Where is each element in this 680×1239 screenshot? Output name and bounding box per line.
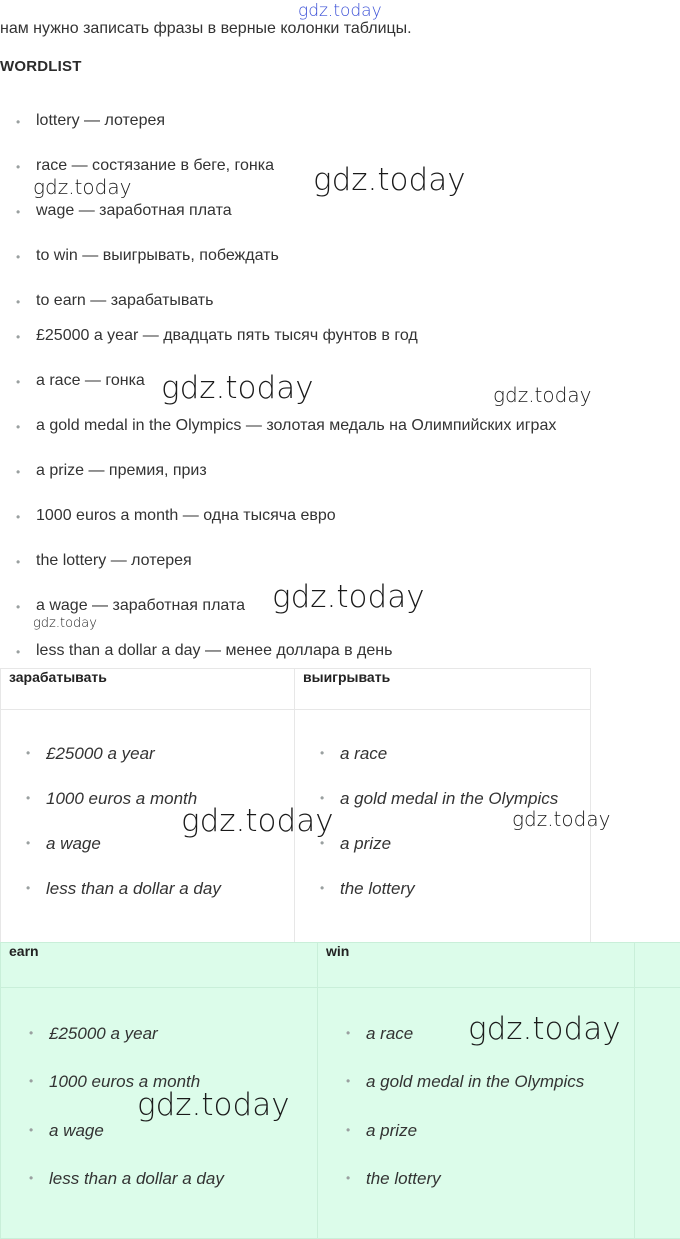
watermark: gdz.today [161,370,314,406]
watermark: gdz.today [137,1087,290,1123]
list-item: • to earn — зарабатывать [18,292,213,310]
list-item: • a race — гонка [18,372,145,390]
watermark: gdz.today [33,616,97,631]
wordlist-heading: WORDLIST [0,58,82,75]
table-header-empty [635,943,680,988]
list-item: • the lottery [366,1169,441,1189]
list-item: • a gold medal in the Olympics — золотая медаль на Олимпийских играх [18,417,556,435]
watermark: gdz.today [493,383,591,407]
list-item: • wage — заработная плата [18,202,232,220]
watermark: gdz.today [512,807,610,831]
list-item: • a prize — премия, приз [18,462,207,480]
list-item: • to win — выигрывать, побеждать [18,247,279,265]
table-header-earn-ru: зарабатывать [1,669,295,710]
intro-text: нам нужно записать фразы в верные колонки таблицы. [0,20,412,38]
list-item: • £25000 a year [46,744,155,764]
list-item: • 1000 euros a month [49,1072,200,1092]
table-header-earn: earn [1,943,318,988]
list-item: • a wage — заработная плата [18,597,245,615]
list-item: • lottery — лотерея [18,112,165,130]
list-item: • 1000 euros a month — одна тысяча евро [18,507,336,525]
watermark: gdz.today [272,579,425,615]
list-item: • a gold medal in the Olympics [340,789,558,809]
list-item: • the lottery — лотерея [18,552,192,570]
watermark: gdz.today [33,175,131,199]
watermark: gdz.today [468,1011,621,1047]
table-header-win: win [318,943,635,988]
list-item: • a wage [46,834,101,854]
watermark: gdz.today [313,162,466,198]
table-cell-empty [635,988,680,1239]
list-item: • a prize [366,1121,417,1141]
list-item: • a gold medal in the Olympics [366,1072,584,1092]
list-item: • a race [340,744,387,764]
list-item: • 1000 euros a month [46,789,197,809]
list-item: • a race [366,1024,413,1044]
list-item: • the lottery [340,879,415,899]
list-item: • a prize [340,834,391,854]
list-item: • less than a dollar a day [49,1169,224,1189]
list-item: • race — состязание в беге, гонка [18,157,274,175]
table-header-win-ru: выигрывать [295,669,591,710]
watermark: gdz.today [181,803,334,839]
table-english-headers [0,942,680,1239]
list-item: • less than a dollar a day [46,879,221,899]
list-item: • a wage [49,1121,104,1141]
list-item: • less than a dollar a day — менее доллара в день [18,642,392,660]
watermark-top: gdz.today [298,1,382,21]
list-item: • £25000 a year [49,1024,158,1044]
list-item: • £25000 a year — двадцать пять тысяч фунтов в год [18,327,418,345]
